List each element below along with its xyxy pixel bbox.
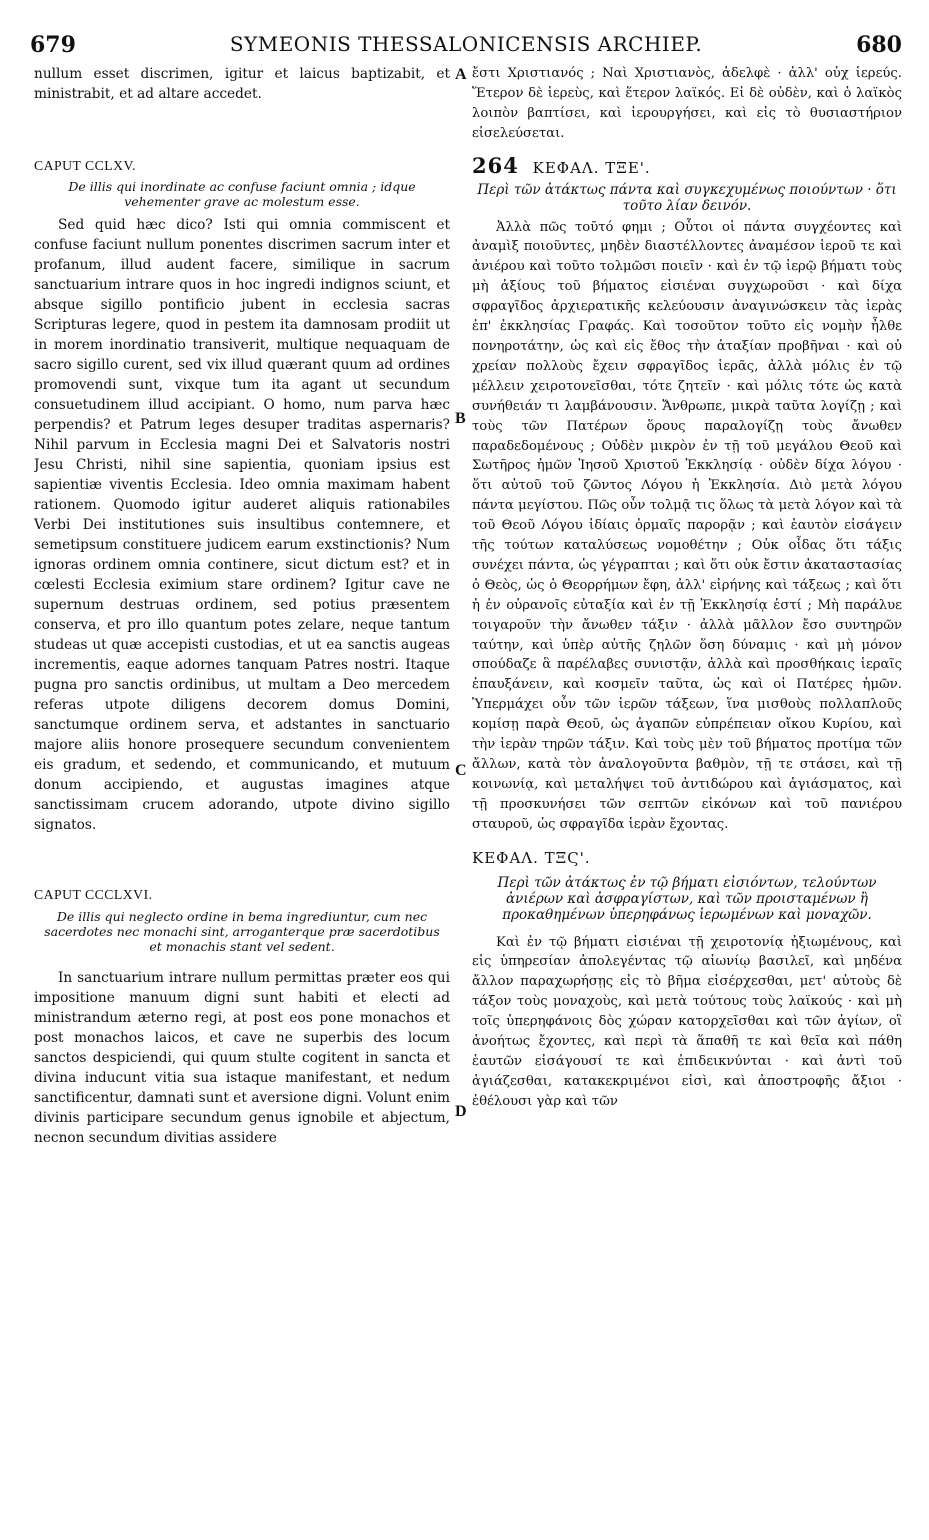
margin-letter-a: A: [455, 66, 467, 83]
latin-column: [34, 64, 450, 1540]
latin-chapter-266-body: In sanctuarium intrare nullum permittas præter eos qui impositione manuum digni sunt habiti et electi ad ministrandum æterno regi, at post eos pone monachos et post monachos laicos, et cave ne superbis des locum sanctos despiciendi, qui quum stulte cogitent in sancta et divina inducunt vitia sua istaque manifestant, et nedum sanctificentur, damnati sunt et aversione digni. Volunt enim divinis participare secundum genus ignobile et abjectum, necnon secundum divitias assidere: [34, 970, 450, 1146]
greek-chapter-264-number: 264: [472, 152, 519, 178]
greek-chapter-266-subtitle: Περὶ τῶν ἀτάκτως ἐν τῷ βήματι εἰσιόντων, τελούντων ἀνιέρων καὶ ἀσφραγίστων, καὶ τῶν προισταμένων ἢ προκαθημένων ὑπερηφάνως ἱερωμένων καὶ μοναχῶν.: [497, 874, 877, 923]
greek-chapter-264-subtitle: Περὶ τῶν ἀτάκτως πάντα καὶ συγκεχυμένως ποιούντων · ὅτι τοῦτο λίαν δεινόν.: [477, 181, 897, 214]
greek-chapter-264-body: Ἀλλὰ πῶς τοῦτό φημι ; Οὗτοι οἱ πάντα συγχέοντες καὶ ἀναμὶξ ποιοῦντες, μηδὲν διαστέλλοντες ἀναμέσον ἱεροῦ τε καὶ ἀνιέρου καὶ τοῦτο τολμῶσι ποιεῖν · καὶ ἐν τῷ ἱερῷ βήματι τοὺς μὴ ἀξίους τοῦ βήματος εἰσιέναι συγχωροῦσι · καὶ δίχα σφραγῖδος ἀρχιερατικῆς κελεύουσιν ἀναγινώσκειν τὰς ἱερὰς ἐπ' ἐκκλησίας Γραφάς. Καὶ τοσοῦτον τοῦτο εἰς νομὴν ἦλθε πονηροτάτην, ὡς καὶ εἰς ἔθος τὴν ἀταξίαν προβῆναι · καὶ οὐ χρείαν πολλοὺς ἔχειν σφραγῖδος ἱερᾶς, ἀλλὰ μόλις ἐν τῷ μέλλειν χειροτονεῖσθαι, τότε ζητεῖν · καὶ μόλις τότε ὡς κατὰ συνήθειάν τι λαμβάνουσιν. Ἄνθρωπε, μικρὰ ταῦτα λογίζῃ ; καὶ τοὺς τῶν Πατέρων ὅρους παραλογίζῃ τοὺς ἄνωθεν παραδεδομένους ; Οὐδὲν μικρὸν ἐν τῇ τοῦ μεγάλου Θεοῦ καὶ Σωτῆρος ἡμῶν Ἰησοῦ Χριστοῦ Ἐκκλησίᾳ · οὐδὲν δίχα λόγου · ὅτι αὐτοῦ τοῦ ζῶντος Λόγου ἡ Ἐκκλησία. Διὸ μετὰ λόγου πάντα μεγίστου. Πῶς οὖν τολμᾷ τις ὅλως τὰ μετὰ λόγον καὶ τὰ τοῦ Θεοῦ Λόγου ἰδίαις ὁρμαῖς παρορᾷν ; καὶ ἑαυτὸν εἰσάγειν τῆς τούτων καταλύσεως νομοθέτην ; Οὐκ οἶδας ὅτι τάξις συνέχει πάντα, ὡς γέγραπται ; καὶ ὅτι οὐκ ἔστιν ἀκαταστασίας ὁ Θεὸς, ὡς ὁ Θεορρήμων ἔφη, ἀλλ' εἰρήνης καὶ τάξεως ; καὶ ὅτι ἡ ἐν οὐρανοῖς εὐταξία καὶ ἐν τῇ Ἐκκλησίᾳ ἐστί ; Μὴ παράλυε τοιγαροῦν τὴν ἄνωθεν τάξιν · ἀλλὰ μᾶλλον ἔσο συντηρῶν ταύτην, καὶ ὑπὲρ αὐτῆς ζηλῶν ὅση δύναμις · καὶ μὴ μόνον σπούδαζε ἃ παρέλαβες συνιστᾷν, ἀλλὰ καὶ προσθήκαις ἱεραῖς ἐπαυξάνειν, καὶ κοσμεῖν ταῦτα, ὡς καὶ οἱ Πατέρες ἡμῶν. Ὑπερμάχει οὖν τῶν ἱερῶν τάξεων, ἵνα μισθοὺς πολλαπλοῦς κομίσῃ παρὰ Θεοῦ, ὡς ἀγαπῶν εὐπρέπειαν οἴκου Κυρίου, καὶ τὴν ἱερὰν τηρῶν τάξιν. Καὶ τοὺς μὲν τοῦ βήματος προτίμα τῶν ἄλλων, κατὰ τὸν ἀναλογοῦντα βαθμὸν, τῇ τε στάσει, καὶ τῇ κοινωνίᾳ, καὶ μεταλήψει τοῦ ἀντιδώρου καὶ ἁγιάσματος, καὶ τῇ προσκυνήσει τῶν σεπτῶν εἰκόνων καὶ τοῦ πανιέρου σταυροῦ, ὡς σφραγῖδα ἱερὰν ἔχοντας.: [472, 219, 902, 832]
margin-letter-b: B: [455, 410, 466, 427]
margin-letter-d: D: [455, 1103, 467, 1120]
greek-column: [472, 64, 902, 1540]
margin-letter-c: C: [455, 762, 467, 779]
latin-chapter-266-subtitle: De illis qui neglecto ordine in bema ingrediuntur, cum nec sacerdotes nec monachi sint, arroganterque præ sacerdotibus et monachis stant vel sedent.: [44, 909, 440, 954]
greek-intro: ἔστι Χριστιανός ; Ναὶ Χριστιανὸς, ἀδελφὲ · ἀλλ' οὐχ ἱερεύς. Ἕτερον δὲ ἱερεὺς, καὶ ἕτερον λαϊκός. Εἰ δὲ οὐδὲν, καὶ ὁ λαϊκὸς λοιπὸν βαπτίσει, καὶ ἱερουργήσει, καὶ εἰς τὸ θυσιαστήριον εἰσελεύσεται.: [472, 66, 902, 141]
right-page-number: 680: [856, 32, 902, 58]
left-page-number: 679: [30, 32, 76, 58]
latin-chapter-265-body: Sed quid hæc dico? Isti qui omnia commiscent et confuse faciunt nullum ponentes discrimen sacrum inter et profanum, illud audent facere, similique in sacrum sanctuarium intrare quos in hoc ingredi indignos sciunt, et absque sigillo pontificio jubent in ecclesia sacras Scripturas legere, quod in pestem ita damnosam prodiit ut in morem inordinatio transiverit, multique nequaquam de sacro sigillo curent, sed vix illud quærant quum ad ordines promovendi sunt, vixque tum ita agant ut secundum consuetudinem illud accipiant. O homo, num parva hæc perpendis? et Patrum leges desuper traditas aspernaris? Nihil parvum in Ecclesia magni Dei et Salvatoris nostri Jesu Christi, nihil sine sapientia, quoniam ipsius est sapientiæ viventis Ecclesia. Ideo omnia maximam habent rationem. Quomodo igitur auderet aliquis rationabiles Verbi Dei institutiones suis insultibus contemnere, et semetipsum constituere judicem earum exstinctionis? Num ignoras ordinem omnia continere, sicut dictum est? et in cœlesti Ecclesia eximium stare ordinem? Igitur cave ne supernum destruas ordinem, sed potius præsentem conserva, et pro illo quantum potes zelare, neque tantum studeas ut quæ accepisti custodias, et ut ea sanctis augeas incrementis, eaque adornes tanquam Patres nostri. Itaque pugna pro sanctis ordinibus, ut multam a Deo mercedem referas utpote diligens decorem domus Domini, sanctumque ordinem serva, et adstantes in sanctuario majore aliis honore prosequere secundum convenientem eis gradum, et sedendo, et communicando, et mutuum donum accipiendo, et augustas imagines atque sanctissimam crucem adorando, utpote divino sigillo signatos.: [34, 217, 450, 833]
latin-chapter-265-subtitle: De illis qui inordinate ac confuse faciunt omnia ; idque vehementer grave ac molestum esse.: [68, 179, 416, 209]
greek-chapter-266-body: Καὶ ἐν τῷ βήματι εἰσιέναι τῇ χειροτονίᾳ ἠξιωμένους, καὶ εἰς ὑπηρεσίαν ἀπολεγέντας τῷ αἰωνίῳ βασιλεῖ, καὶ μηδένα ἄλλον παραχωρήσῃς εἰς τὸ βῆμα εἰσέρχεσθαι, μετ' αὐτοὺς δὲ τάξον τοὺς μοναχοὺς, καὶ μετὰ τούτους τοὺς λαϊκούς · καὶ μὴ τοῖς ὑπερηφάνοις δὸς χώραν κατορχεῖσθαι καὶ τῶν ἁγίων, οἳ ἀνοήτως ἔχοντες, καὶ περὶ τὰ ἅπαθῆ τε καὶ θεῖα καὶ πάθη ἑαυτῶν εἰσάγουσί τε καὶ ἐπιδεικνύνται · καὶ ἀντὶ τοῦ ἁγιάζεσθαι, κατακεκριμένοι εἰσὶ, καὶ ἀποστροφῆς ἄξιοι · ἐθέλουσι γὰρ καὶ τῶν: [472, 934, 902, 1109]
running-header: [30, 30, 902, 60]
greek-chapter-266-heading: ΚΕΦΑΛ. ΤΞϚ'.: [472, 848, 591, 867]
greek-chapter-264-heading-line: [472, 152, 902, 179]
greek-chapter-264-heading: ΚΕΦΑΛ. ΤΞΕ'.: [532, 158, 651, 177]
latin-chapter-265-heading: CAPUT CCLXV.: [34, 158, 137, 173]
latin-intro: nullum esset discrimen, igitur et laicus baptizabit, et ministrabit, et ad altare accedet.: [34, 66, 450, 102]
latin-chapter-266-heading: CAPUT CCCLXVI.: [34, 887, 153, 902]
running-title: SYMEONIS THESSALONICENSIS ARCHIEP.: [229, 32, 703, 56]
